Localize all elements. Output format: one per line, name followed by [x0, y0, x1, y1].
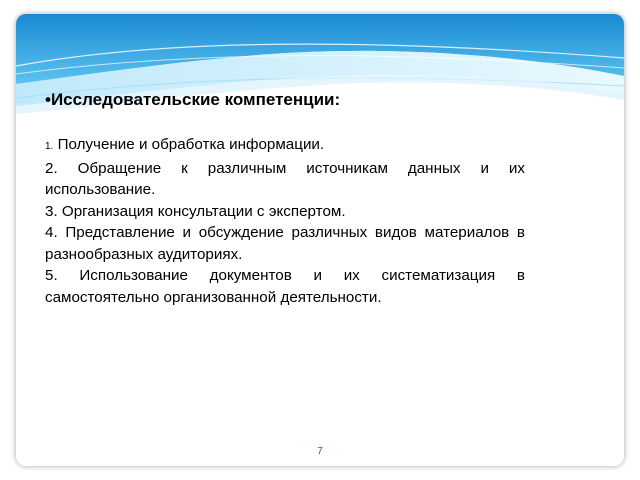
item-text: Организация консультации с экспертом.: [57, 202, 346, 220]
title-bullet: •: [45, 90, 51, 109]
item-text: Обращение к различным источникам данных и их использование.: [45, 159, 525, 198]
list-item: [45, 222, 525, 265]
item-text: Представление и обсуждение различных видов материалов в разнообразных аудиториях.: [45, 224, 525, 263]
competence-list: [45, 134, 525, 308]
item-number: 1.: [45, 141, 54, 152]
page-number: 7: [317, 446, 323, 457]
item-text: Использование документов и их систематизация в самостоятельно организованной деятельности.: [45, 267, 525, 306]
item-number: 3.: [45, 202, 58, 220]
slide-title: [45, 90, 340, 110]
list-item: [45, 158, 525, 201]
item-number: 5.: [45, 267, 58, 284]
list-item: [45, 201, 525, 223]
title-text: Исследовательские компетенции:: [50, 90, 341, 109]
item-number: 2.: [45, 159, 58, 177]
list-item: [45, 134, 525, 158]
item-number: 4.: [45, 224, 58, 241]
slide-frame: [16, 14, 624, 466]
item-text: Получение и обработка информации.: [53, 136, 325, 153]
list-item: [45, 265, 525, 308]
